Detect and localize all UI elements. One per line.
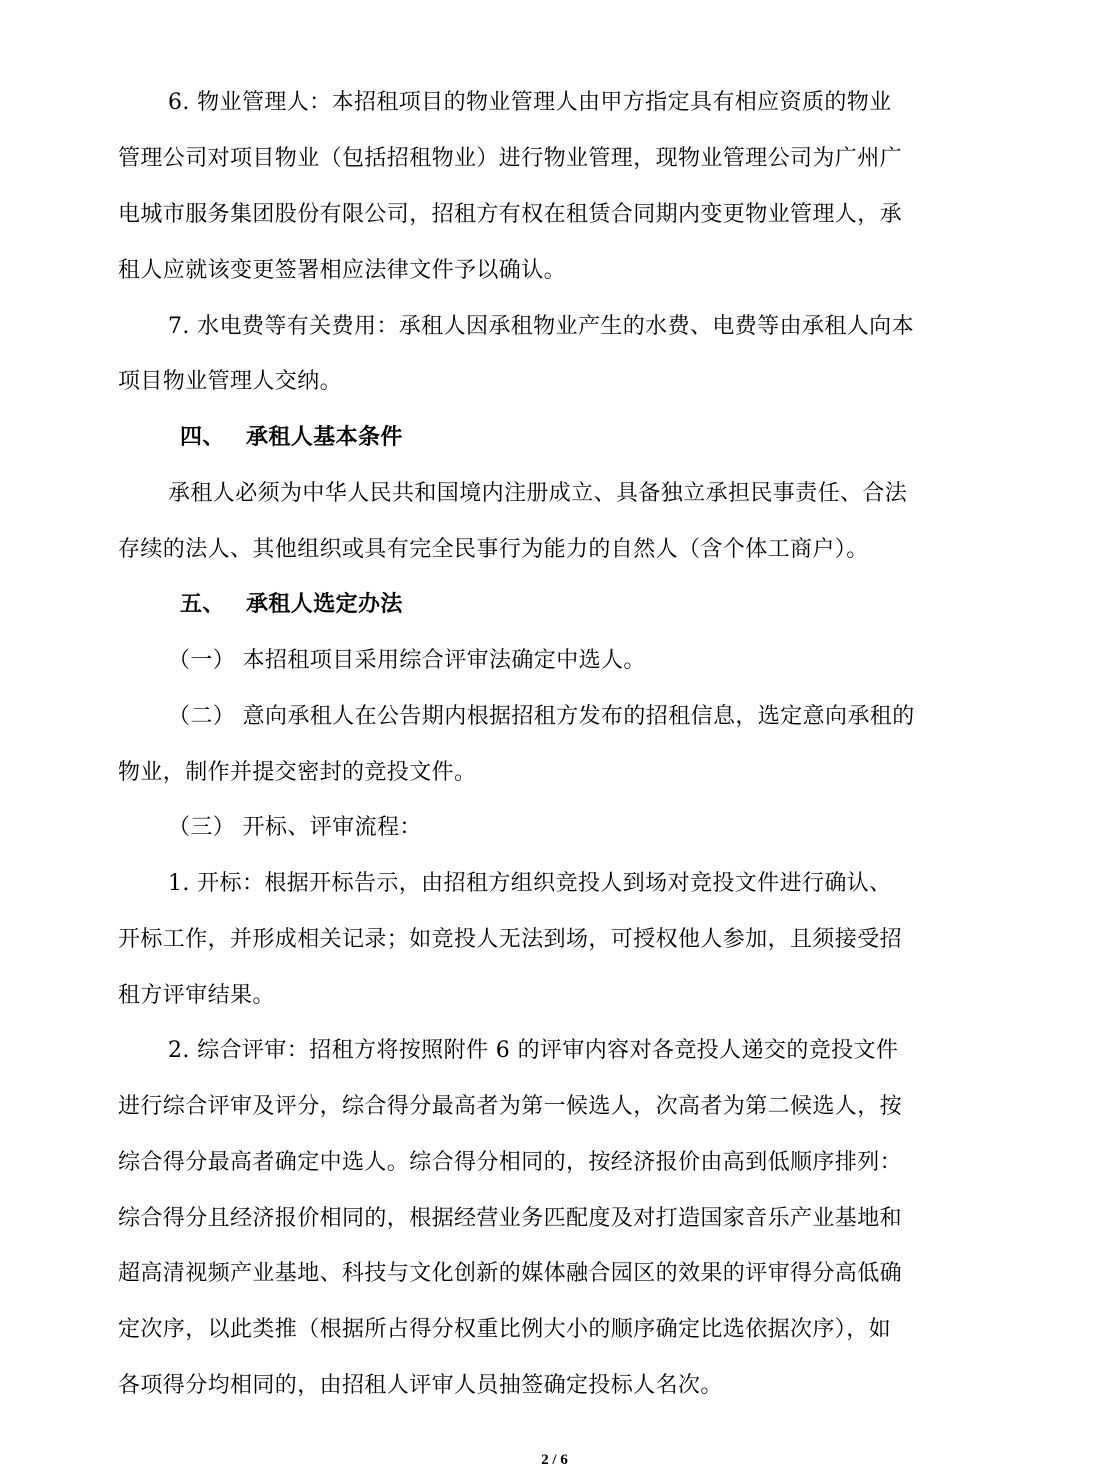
paragraph-line: 2. 综合评审：招租方将按照附件 6 的评审内容对各竞投人递交的竞投文件 <box>168 1038 899 1063</box>
paragraph-line: 承租人必须为中华人民共和国境内注册成立、具备独立承担民事责任、合法 <box>168 481 908 506</box>
paragraph-line: 7. 水电费等有关费用：承租人因承租物业产生的水费、电费等由承租人向本 <box>168 314 914 339</box>
paragraph-line: 租方评审结果。 <box>118 983 275 1008</box>
paragraph-line: （二） 意向承租人在公告期内根据招租方发布的招租信息，选定意向承租的 <box>168 704 915 729</box>
paragraph-line: 存续的法人、其他组织或具有完全民事行为能力的自然人（含个体工商户）。 <box>118 537 869 562</box>
paragraph-line: 项目物业管理人交纳。 <box>118 369 343 394</box>
paragraph-line: 进行综合评审及评分，综合得分最高者为第一候选人，次高者为第二候选人，按 <box>118 1094 903 1119</box>
section-heading <box>180 423 1020 453</box>
paragraph-line: 各项得分均相同的，由招租人评审人员抽签确定投标人名次。 <box>118 1373 723 1398</box>
section-title: 承租人基本条件 <box>246 425 403 450</box>
paragraph-line: 电城市服务集团股份有限公司，招租方有权在租赁合同期内变更物业管理人，承 <box>118 202 903 227</box>
paragraph-line: 综合得分最高者确定中选人。综合得分相同的，按经济报价由高到低顺序排列： <box>118 1150 903 1175</box>
section-number: 四、 <box>180 425 225 450</box>
paragraph-line: （一） 本招租项目采用综合评审法确定中选人。 <box>168 648 646 673</box>
paragraph-line: 1. 开标：根据开标告示，由招租方组织竞投人到场对竞投文件进行确认、 <box>168 871 892 896</box>
page-number: 2 / 6 <box>541 1452 568 1468</box>
paragraph-line: 定次序，以此类推（根据所占得分权重比例大小的顺序确定比选依据次序），如 <box>118 1317 892 1342</box>
paragraph-line: 超高清视频产业基地、科技与文化创新的媒体融合园区的效果的评审得分高低确 <box>118 1261 903 1286</box>
paragraph-line: （三） 开标、评审流程： <box>168 815 422 840</box>
paragraph-line: 物业，制作并提交密封的竞投文件。 <box>118 760 477 785</box>
paragraph-line: 管理公司对项目物业（包括招租物业）进行物业管理，现物业管理公司为广州广 <box>118 146 903 171</box>
section-title: 承租人选定办法 <box>246 592 403 617</box>
paragraph-line: 租人应就该变更签署相应法律文件予以确认。 <box>118 258 567 283</box>
paragraph-line: 6. 物业管理人：本招租项目的物业管理人由甲方指定具有相应资质的物业 <box>168 90 892 115</box>
section-heading <box>180 590 1020 620</box>
paragraph-line: 开标工作，并形成相关记录；如竞投人无法到场，可授权他人参加，且须接受招 <box>118 927 903 952</box>
paragraph-line: 综合得分且经济报价相同的，根据经营业务匹配度及对打造国家音乐产业基地和 <box>118 1206 903 1231</box>
section-number: 五、 <box>180 592 225 617</box>
